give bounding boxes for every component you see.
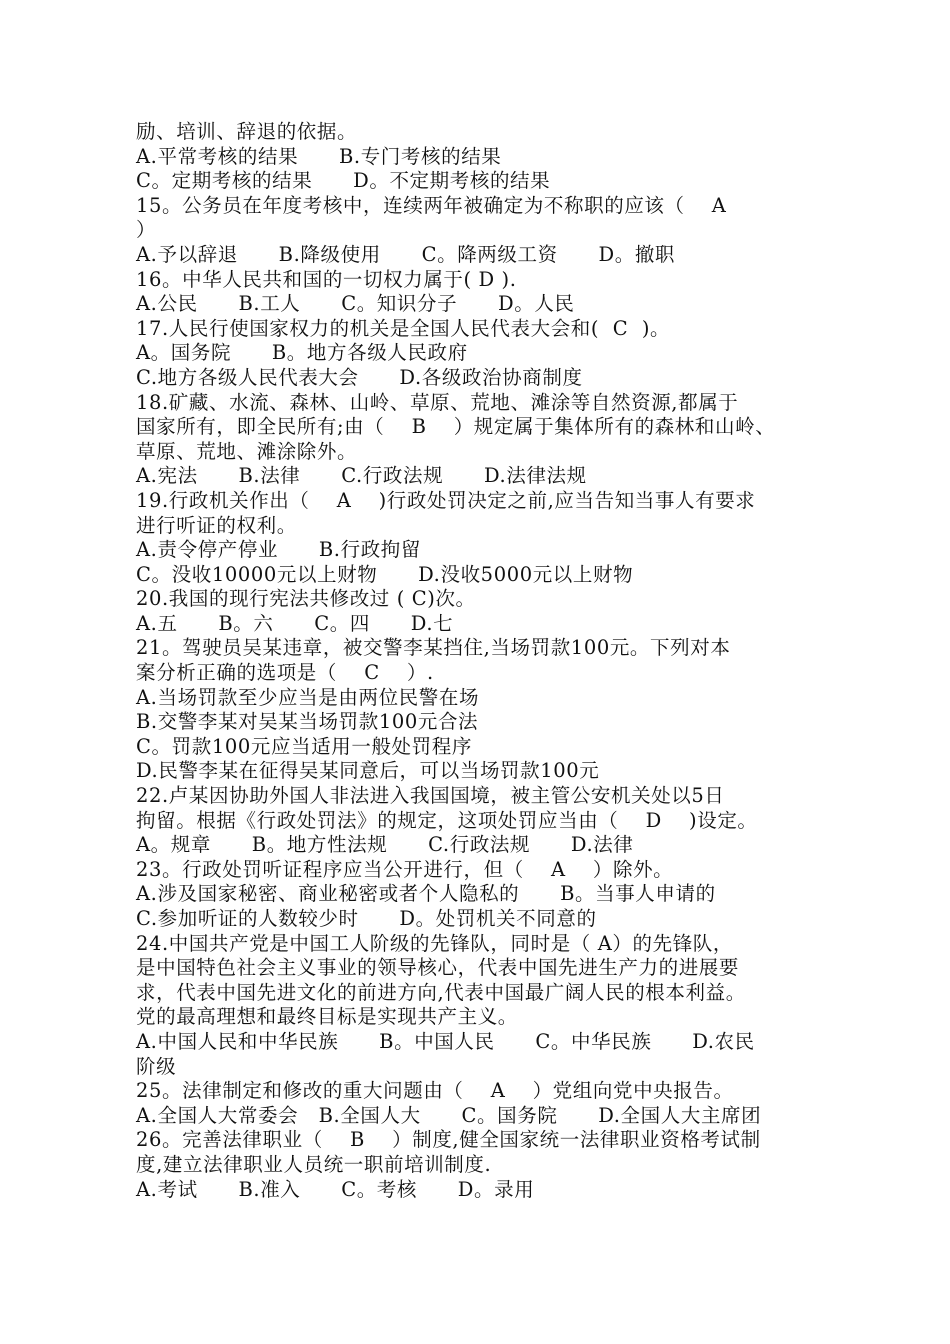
text-line: 24.中国共产党是中国工人阶级的先锋队，同时是（ A）的先锋队， <box>136 931 733 955</box>
text-line: A.涉及国家秘密、商业秘密或者个人隐私的 B。当事人申请的 <box>136 882 716 906</box>
text-line: 党的最高理想和最终目标是实现共产主义。 <box>136 1005 518 1029</box>
question-text-block <box>136 120 836 1202</box>
text-line: 阶级 <box>136 1054 177 1078</box>
text-line: 21。驾驶员吴某违章，被交警李某挡住,当场罚款100元。下列对本 <box>136 636 731 660</box>
text-line: A。国务院 B。地方各级人民政府 <box>136 341 468 365</box>
text-line: C。罚款100元应当适用一般处罚程序 <box>136 734 472 758</box>
text-line: 19.行政机关作出（ A )行政处罚决定之前,应当告知当事人有要求 <box>136 488 756 512</box>
text-line: 案分析正确的选项是（ C ）. <box>136 661 434 685</box>
text-line: 16。中华人民共和国的一切权力属于( D ). <box>136 267 517 291</box>
text-line: 25。法律制定和修改的重大问题由（ A ）党组向党中央报告。 <box>136 1079 734 1103</box>
text-line: C。定期考核的结果 D。不定期考核的结果 <box>136 169 551 193</box>
text-line: 15。公务员在年度考核中，连续两年被确定为不称职的应该（ A <box>136 193 727 217</box>
text-line: 20.我国的现行宪法共修改过 ( C)次。 <box>136 587 476 611</box>
text-line: A.予以辞退 B.降级使用 C。降两级工资 D。撤职 <box>136 242 676 266</box>
text-line: A.平常考核的结果 B.专门考核的结果 <box>136 144 502 168</box>
text-line: 拘留。根据《行政处罚法》的规定，这项处罚应当由（ D )设定。 <box>136 808 758 832</box>
text-line: A。规章 B。地方性法规 C.行政法规 D.法律 <box>136 833 634 857</box>
text-line: 度,建立法律职业人员统一职前培训制度. <box>136 1152 492 1176</box>
text-line: 励、培训、辞退的依据。 <box>136 120 358 143</box>
text-line: A.责令停产停业 B.行政拘留 <box>136 538 421 562</box>
text-line: C.参加听证的人数较少时 D。处罚机关不同意的 <box>136 907 597 930</box>
text-line: B.交警李某对吴某当场罚款100元合法 <box>136 710 479 734</box>
text-line: A.考试 B.准入 C。考核 D。录用 <box>136 1177 535 1201</box>
text-line: D.民警李某在征得吴某同意后，可以当场罚款100元 <box>136 759 600 783</box>
text-line: ） <box>136 218 157 242</box>
text-line: A.当场罚款至少应当是由两位民警在场 <box>136 685 480 709</box>
text-line: 18.矿藏、水流、森林、山岭、草原、荒地、滩涂等自然资源,都属于 <box>136 390 739 414</box>
text-line: 17.人民行使国家权力的机关是全国人民代表大会和( C )。 <box>136 316 671 340</box>
text-line: 国家所有，即全民所有;由（ B ）规定属于集体所有的森林和山岭、 <box>136 415 776 439</box>
text-line: 是中国特色社会主义事业的领导核心，代表中国先进生产力的进展要 <box>136 956 740 980</box>
text-line: A.全国人大常委会 B.全国人大 C。国务院 D.全国人大主席团 <box>136 1103 762 1127</box>
text-line: A.公民 B.工人 C。知识分子 D。人民 <box>136 292 575 316</box>
text-line: A.中国人民和中华民族 B。中国人民 C。中华民族 D.农民 <box>136 1029 755 1053</box>
text-line: C.地方各级人民代表大会 D.各级政治协商制度 <box>136 365 583 389</box>
text-line: C。没收10000元以上财物 D.没收5000元以上财物 <box>136 562 634 586</box>
text-line: 求，代表中国先进文化的前进方向,代表中国最广阔人民的根本利益。 <box>136 980 746 1004</box>
text-line: 22.卢某因协助外国人非法进入我国国境，被主管公安机关处以5日 <box>136 784 725 808</box>
text-line: A.宪法 B.法律 C.行政法规 D.法律法规 <box>136 464 587 488</box>
text-line: A.五 B。六 C。四 D.七 <box>136 611 454 635</box>
text-line: 进行听证的权利。 <box>136 513 297 537</box>
text-line: 草原、荒地、滩涂除外。 <box>136 439 358 463</box>
text-line: 23。行政处罚听证程序应当公开进行，但（ A ）除外。 <box>136 857 674 881</box>
text-line: 26。完善法律职业（ B ）制度,健全国家统一法律职业资格考试制 <box>136 1128 761 1152</box>
